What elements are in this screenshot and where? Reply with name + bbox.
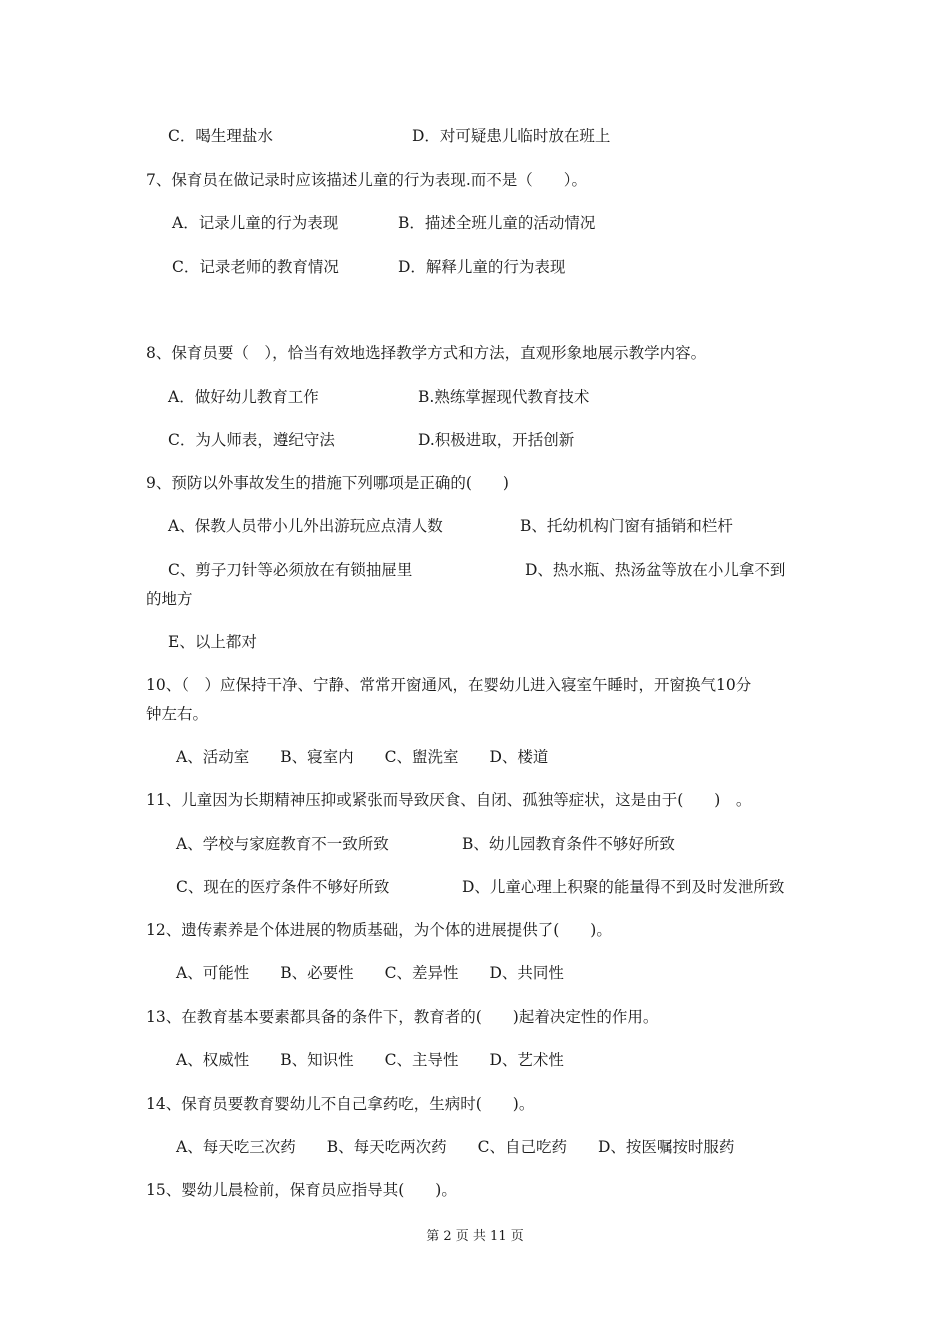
q12-options: A、可能性 B、必要性 C、差异性 D、共同性 <box>176 964 564 982</box>
q8-option-b: B.熟练掌握现代教育技术 <box>418 388 590 406</box>
q11-option-a: A、学校与家庭教育不一致所致 <box>176 835 389 853</box>
q10-options: A、活动室 B、寝室内 C、盥洗室 D、楼道 <box>176 748 549 766</box>
q15-stem: 15、婴幼儿晨检前，保育员应指导其( )。 <box>146 1181 457 1199</box>
q14-stem: 14、保育员要教育婴幼儿不自己拿药吃，生病时( )。 <box>146 1095 535 1113</box>
q9-option-e: E、以上都对 <box>168 633 257 651</box>
q12-stem: 12、遗传素养是个体进展的物质基础，为个体的进展提供了( )。 <box>146 921 612 939</box>
q9-option-d: D、热水瓶、热汤盆等放在小儿拿不到 <box>525 561 786 579</box>
q10-stem-continued: 钟左右。 <box>146 705 209 723</box>
q14-options: A、每天吃三次药 B、每天吃两次药 C、自己吃药 D、按医嘱按时服药 <box>176 1138 735 1156</box>
page-footer: 第 2 页 共 11 页 <box>426 1229 524 1244</box>
q9-option-a: A、保教人员带小儿外出游玩应点清人数 <box>168 517 443 535</box>
q9-stem: 9、预防以外事故发生的措施下列哪项是正确的( ) <box>146 474 509 492</box>
q6-option-d: D．对可疑患儿临时放在班上 <box>412 127 611 145</box>
q7-option-b: B．描述全班儿童的活动情况 <box>398 214 596 232</box>
q7-option-c: C．记录老师的教育情况 <box>172 258 339 276</box>
q7-option-a: A．记录儿童的行为表现 <box>172 214 339 232</box>
q10-stem: 10、（ ）应保持干净、宁静、常常开窗通风，在婴幼儿进入寝室午睡时，开窗换气10分 <box>146 676 752 694</box>
q7-option-d: D．解释儿童的行为表现 <box>398 258 566 276</box>
q8-stem: 8、保育员要（ ），恰当有效地选择教学方式和方法，直观形象地展示教学内容。 <box>146 344 707 362</box>
q11-stem: 11、儿童因为长期精神压抑或紧张而导致厌食、自闭、孤独等症状，这是由于( ) 。 <box>146 791 752 809</box>
q11-option-c: C、现在的医疗条件不够好所致 <box>176 878 390 896</box>
q8-option-d: D.积极进取，开括创新 <box>418 431 575 449</box>
q9-option-d-continued: 的地方 <box>146 590 193 608</box>
q8-option-c: C．为人师表，遵纪守法 <box>168 431 335 449</box>
q11-option-d: D、儿童心理上积聚的能量得不到及时发泄所致 <box>462 878 785 896</box>
q13-options: A、权威性 B、知识性 C、主导性 D、艺术性 <box>176 1051 564 1069</box>
q13-stem: 13、在教育基本要素都具备的条件下，教育者的( )起着决定性的作用。 <box>146 1008 659 1026</box>
q9-option-b: B、托幼机构门窗有插销和栏杆 <box>520 517 733 535</box>
q6-option-c: C．喝生理盐水 <box>168 127 273 145</box>
q9-option-c: C、剪子刀针等必须放在有锁抽屉里 <box>168 561 413 579</box>
q7-stem: 7、保育员在做记录时应该描述儿童的行为表现.而不是（ ）。 <box>146 171 588 189</box>
q8-option-a: A．做好幼儿教育工作 <box>168 388 319 406</box>
q11-option-b: B、幼儿园教育条件不够好所致 <box>462 835 675 853</box>
